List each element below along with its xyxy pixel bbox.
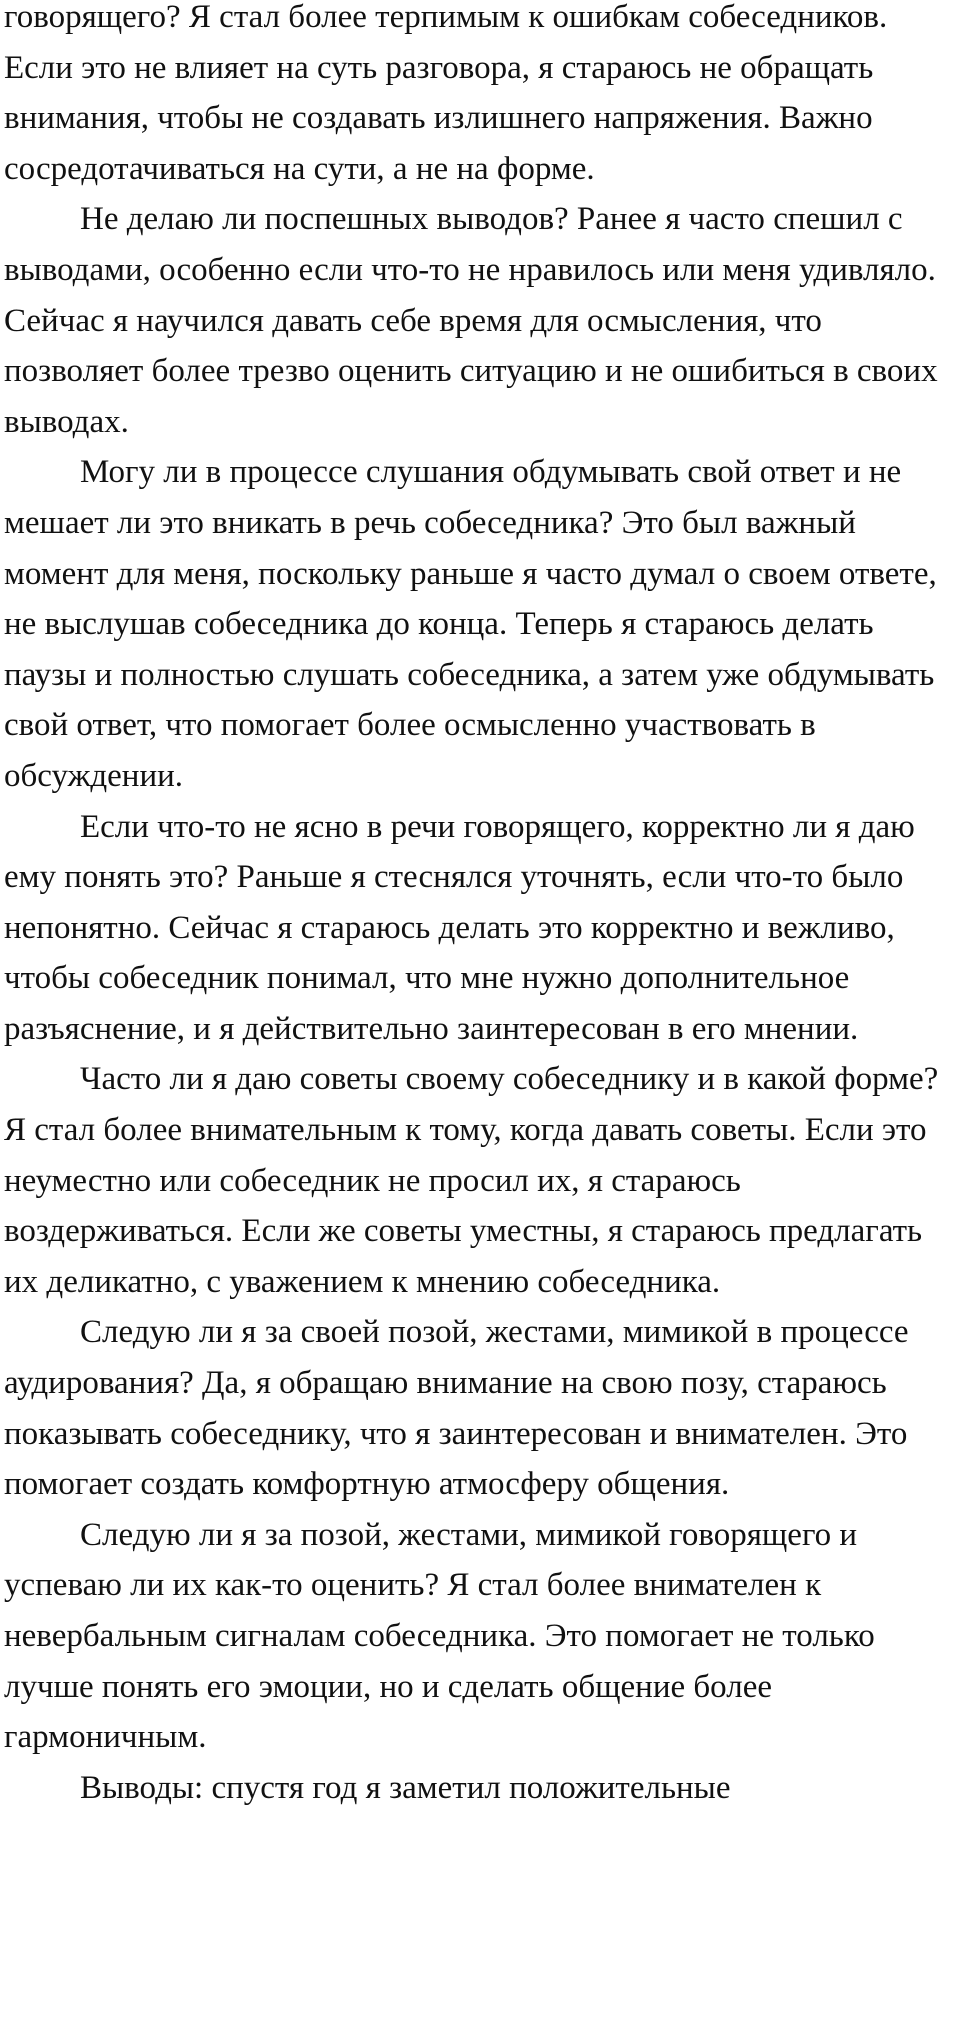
text-line: процессе аудирования? Да, я обращаю внимание на свою: [4, 1314, 909, 1402]
text-line: более гармоничным.: [4, 1668, 773, 1756]
paragraph-4: [4, 802, 952, 1055]
paragraph-7: [4, 1510, 952, 1763]
text-line: Выводы: спустя год я заметил положительные: [80, 1769, 731, 1806]
text-line: важный момент для меня, поскольку раньше я часто: [4, 504, 856, 592]
text-line: стараюсь предлагать их деликатно, с уважением к: [4, 1213, 923, 1300]
text-line: сути, а не на форме.: [313, 150, 595, 187]
text-line: Часто ли я даю советы своему собеседнику и в какой: [80, 1061, 826, 1098]
text-line: Следую ли я за своей позой, жестами, мимикой в: [80, 1314, 773, 1351]
paragraph-3: [4, 447, 952, 801]
text-line: и успеваю ли их как-то оценить? Я стал более внимателен: [4, 1516, 858, 1604]
text-line: говорящего? Я стал более терпимым к ошибкам: [4, 0, 680, 35]
paragraph-2: [4, 194, 952, 447]
text-line: нужно дополнительное разъяснение, и я действительно: [4, 960, 850, 1047]
text-line: что-то было непонятно. Сейчас я стараюсь делать это: [4, 859, 904, 946]
text-line: ситуацию и не ошибиться в своих выводах.: [4, 353, 938, 440]
text-line: собеседников. Если это не влияет на суть разговора, я: [4, 0, 888, 86]
text-line: заинтересован в его мнении.: [457, 1010, 859, 1047]
text-line: мнению собеседника.: [415, 1263, 721, 1300]
text-line: и не мешает ли это вникать в речь собеседника? Это был: [4, 454, 902, 541]
text-line: советы. Если это неуместно или собеседник не просил их,: [4, 1112, 927, 1199]
text-line: собеседника, а затем уже обдумывать свой ответ, что: [4, 656, 935, 744]
paragraph-5: [4, 1054, 952, 1307]
text-line: для осмысления, что позволяет более трезво оценить: [4, 302, 822, 390]
paragraph-8: [4, 1763, 952, 1814]
text-line: стараюсь не обращать внимания, чтобы не создавать: [4, 49, 874, 137]
text-line: излишнего напряжения. Важно сосредотачиваться на: [4, 100, 873, 187]
text-line: заинтересован и внимателен. Это помогает создать: [4, 1415, 908, 1503]
text-line: позу, стараюсь показывать собеседнику, что я: [4, 1365, 887, 1452]
text-line: или меня удивляло. Сейчас я научился давать себе время: [4, 251, 936, 339]
text-line: думал о своем ответе, не выслушав собеседника до конца.: [4, 555, 937, 643]
text-line: помогает более осмысленно участвовать в обсуждении.: [4, 707, 816, 794]
text-line: Теперь я стараюсь делать паузы и полностью слушать: [4, 606, 874, 693]
text-line: форме? Я стал более внимательным к тому, когда давать: [4, 1061, 939, 1149]
text-line: Если что-то не ясно в речи говорящего, корректно ли: [80, 808, 828, 845]
document-text: [4, 0, 952, 1813]
text-line: спешил с выводами, особенно если что-то не нравилось: [4, 201, 903, 288]
text-line: Не делаю ли поспешных выводов? Ранее я часто: [80, 201, 765, 238]
text-line: комфортную атмосферу общения.: [252, 1466, 730, 1503]
text-line: корректно и вежливо, чтобы собеседник понимал, что мне: [4, 909, 895, 997]
text-line: только лучше понять его эмоции, но и сделать общение: [4, 1618, 875, 1705]
text-line: я стараюсь воздерживаться. Если же советы уместны, я: [4, 1162, 741, 1250]
text-line: к невербальным сигналам собеседника. Это помогает не: [4, 1567, 822, 1654]
text-line: я даю ему понять это? Раньше я стеснялся уточнять, если: [4, 808, 915, 896]
paragraph-1: [4, 0, 952, 194]
text-line: Следую ли я за позой, жестами, мимикой говорящего: [80, 1516, 832, 1553]
text-line: Могу ли в процессе слушания обдумывать свой ответ: [80, 454, 835, 491]
paragraph-6: [4, 1307, 952, 1509]
